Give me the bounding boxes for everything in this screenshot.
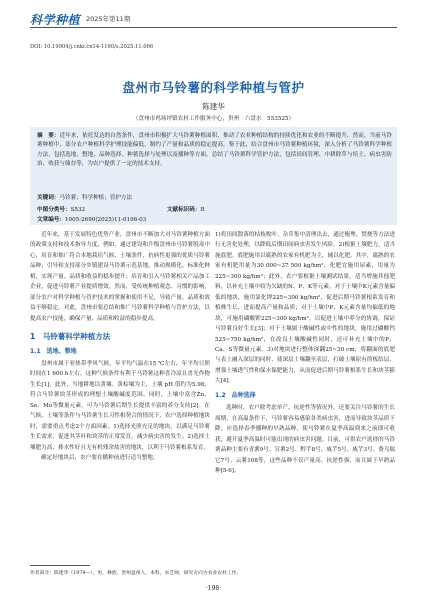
intro-paragraph: 近年来，基于发展特色优势产业，盘州市不断加大对马铃薯种植方面的政策支持和技术指导力度，例如，通过建设和升级盘州市马铃薯脱毒中心，培育和推广符合本地栽培气候、土壤条件，抗病性更强的优质马铃薯品种；引导和支持部分乡镇建设马铃薯示范基地，推动规模化、标准化种植，实现产量、品质和收益的稳步提升；培育和引入马铃薯相关产品加工企业，促进马铃薯产业提质增效。然而，受传统种植观念、习惯的影响，部分农户对科学种植与管护技术的掌握和使用不足，导致产量、品质和效益不够稳定。对此，盘州市要总结和推广马铃薯科学种植与管护方法，以提高农户技能，确保产量、品质和收益的稳步提高。 (30, 232, 210, 322)
body-paragraph: 选种时，农户除考虑单产、抗逆性等情况外，还要关注马铃薯的生长周期，在高温条件下，马铃薯容易感染各类病虫害，进而导致块茎品质下降，应选择春季播种的早熟品种，使马铃薯在夏季高温到来之前即可收获，避开夏季高温时可能出现的病虫害问题。目前，可供农户选择的马铃薯品种主要有青薯9号、宣薯2号、黔芋8号、威芋5号、威芋3号、费乌瑞它7号、云薯108等，这些品种不仅产量高、抗逆性强，而且属于早熟品种[5-6]。 (215, 405, 396, 474)
article-id (37, 215, 146, 223)
keywords-label: 关键词： (37, 195, 60, 201)
abstract-text: 近年来，依托发达的自然条件，盘州市积极扩大马铃薯种植面积，推动了农业种植结构的持续优化和农业的不断提升，然而，当前马铃薯种植中，部分农户种植科学护理技能偏低，制约了产量和品质的稳定提高。鉴于此，结合盘州市马铃薯种植环境，深入分析了马铃薯科学种植方法，包括选地、整地、品种选择、种薯选择与处理以及播种等方面，总结了马铃薯科学管护方法，包括田间管理、中耕除草与培土、病虫害防治、收获与储存等，为农户提供了一定的技术支持。 (37, 133, 392, 168)
body-paragraph: 盘州市属于亚热带季风气候，年平均气温在15 ℃左右，年平均日照时间在1 600 h左右。这种气候条件有利于马铃薯这种喜冷凉且喜光作物生长[1]。此外，当地耕地以黄壤、黄棕壤为主，土壤 pH 值约为5.98，符合马铃薯块茎形成的理想土壤酸碱度范围。同时，土壤中富含Zn、Se、Mo等微量元素，可为马铃薯后期生长提供丰富的养分支持[2]。在气候、土壤等条件与马铃薯生长习性相契合的情况下，农户选择种植地块时，需要重点考虑2个方面因素。1)选择光照充足的地块，以满足马铃薯生长需求，促进其茎叶和块茎的正常发育，减少病虫害的发生。2)选择土壤肥力高、排水性好且无有机残余盐害的地块，以利于马铃薯根系发育。 (30, 360, 210, 451)
body-paragraph: 确定好地块后，农户要在播种前进行适当整地。 (41, 455, 159, 462)
subsection-heading: 1.1 选地、整地 (30, 347, 77, 355)
page-number: ·198· (205, 585, 222, 592)
keywords-text: 马铃薯；科学种植；管护方法 (59, 195, 133, 201)
left-column (30, 230, 210, 464)
abstract (37, 132, 392, 170)
article-title: 盘州市马铃薯的科学种植与管护 (122, 80, 305, 95)
footnote: 作者简介：陈建华（1979—），男，彝族，贵州盘州人，本科，农艺师，研究方向为农业农村工作。 (30, 571, 242, 576)
clc-label: 中图分类号： (37, 207, 71, 213)
issue-label: 2025年第11期 (86, 15, 131, 23)
section-heading: 1 马铃薯科学种植方法 (30, 332, 111, 342)
author: 陈建华 (202, 102, 225, 111)
doi: DOI: 10.19904/j.cnki.cn14-1160/s.2025.11.066 (30, 44, 154, 50)
article-id-value: 1005-2690(2025)11-0198-03 (64, 217, 147, 223)
doc-code-label: 文献标识码： (166, 207, 201, 213)
body-paragraph: 1)将田间散落的枯枝败叶、杂草集中清理出去，通过掩埋、焚烧等方法进行无害化处理，以降低后期田间病虫害发生风险。2)根据土壤肥力，适当施底肥。底肥施用以腐熟的农家有机肥为主，辅以化肥。其中，腐熟的农家有机肥用量为30 000~37 500 kg/hm²，化肥宜施用尿素，用量为225~300 kg/hm²；此外，农户要根据土壤测试结果，适当增施其他肥料，以补充土壤中较为欠缺的N、P、K等元素。对于土壤中K元素含量偏低的地块，施用氯化钾225~300 kg/hm²，促进后期马铃薯根系发育和植株生长，进而提高产量和品质；对于土壤中P、K元素含量均偏低的地块，可施用磷酸钾225~300 kg/hm²，以促进土壤中养分的协调，保证马铃薯良好生长[3]；对于土壤属于酸碱性或中性的地块，施用过磷酸钙525~750 kg/hm²，在改良土壤酸碱性同时，还可补充土壤中的P、Ca、S等微量元素。3)对地块进行整体深翻25~30 cm，将翻面的底肥与表土融入深层的同时，使深层土壤翻至表层，打破土壤原有的板结层，增强土壤透气性和保水保肥能力，从而促进后期马铃薯根系生长和块茎膨大[4]。 (215, 232, 395, 385)
footnote-divider (30, 565, 90, 566)
classification (37, 205, 392, 213)
clc-value: S532 (70, 207, 86, 213)
page-header (0, 0, 427, 40)
doc-code-value: B (200, 207, 205, 213)
article-id-label: 文章编号： (37, 217, 65, 223)
affiliation: （盘州市鸡场坪镇农村工作服务中心，贵州 六盘水 553525） (132, 116, 295, 122)
right-column (215, 230, 395, 476)
keywords (37, 193, 132, 201)
subsection-heading: 1.2 品种选择 (215, 391, 256, 399)
header-divider (30, 27, 397, 28)
journal-logo: 科学种植 (30, 13, 81, 27)
abstract-label: 摘 要： (37, 133, 60, 139)
